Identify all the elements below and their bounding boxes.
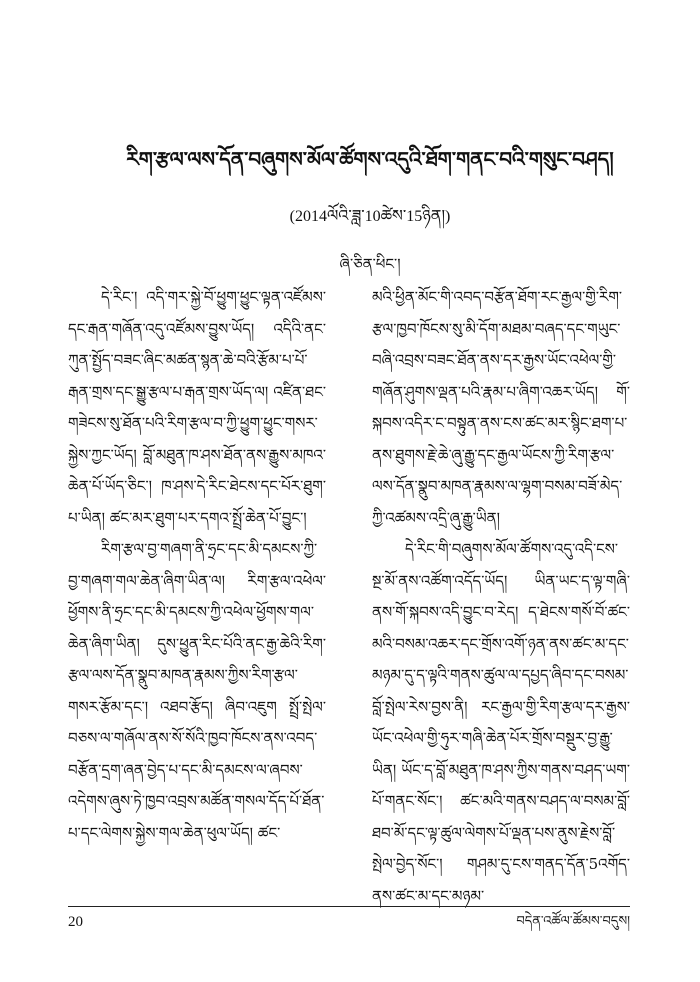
footer-rule <box>68 906 630 907</box>
body-column-right <box>372 282 630 905</box>
paragraph: དེ་རིང་། འདི་གར་སྐྱེ་བོ་ཕྱུག་ཕྱུང་ལྟན་འཛོམས་དང་རྒན་གཞོན་འདུ་འཛོམས་བྱུས་ཡོད། འདིའི་ནང་ཀུན་སྤྱོད་བཟང་ཞིང་མཚན་སྙན་ཆེ་བའི་རྩོམ་པ་པོ་རྒན་གྲས་དང་སྒྱུ་རྩལ་པ་རྒན་གྲས་ཡོད་ལ། འཛིན་ཐང་གཟེངས་སུ་ཐོན་པའི་རིག་རྩལ་བ་ཀྱི་ཕྱུག་ཕྱུང་གསར་སྐྱེས་ཀྱང་ཡོད། བློ་མཐུན་ཁ་ཤས་ཐོན་ནས་རྒྱུས་མཁའ་ཆེན་པོ་ཡོད་ཅིང་། ཁ་ཤས་དེ་རིང་ཐེངས་དང་པོར་ཐུག་པ་ཡིན། ཚང་མར་ཐུག་པར་དགའ་སྤྲོ་ཆེན་པོ་བྱུང་། <box>68 288 326 527</box>
paragraph: རིག་རྩལ་བྱ་གཞག་ནི་ཧྲང་དང་མི་དམངས་ཀྱི་བྱ་གཞག་གལ་ཆེན་ཞིག་ཡིན་ལ། རིག་རྩལ་འཕེལ་ཕྱོགས་ནི་ཧྲང་དང་མི་དམངས་ཀྱི་འཕེལ་ཕྱོགས་གལ་ཆེན་ཞིག་ཡིན། དུས་ཕྱུན་རིང་པོའི་ནང་རྒྱ་ཆེའི་རིག་རྩལ་ལས་དོན་སྣུབ་མཁན་རྣམས་ཀྱིས་རིག་རྩལ་གསར་རྩོམ་དང་། འཐབ་རྩོད། ཞིབ་འཇུག སྤྲོ་སྤེལ་བཅས་ལ་གཞོལ་ནས་སོ་སོའི་ཁྱབ་ཁོངས་ནས་འབད་བརྩོན་དྲག་ཞན་བྱེད་པ་དང་མི་དམངས་ལ་ཞབས་འདེགས་ཞུས་ཏེ་ཁྱབ་འབྲས་མཚོན་གསལ་དོད་པོ་ཐོན་པ་དང་ལེགས་སྐྱེས་གལ་ཆེན་ཕུལ་ཡོད། ཚང་ <box>68 540 326 842</box>
body-column-left <box>68 282 326 882</box>
article-author: ཞི་ཅིན་ཕིང་། <box>339 255 401 273</box>
page-number: 20 <box>68 914 83 930</box>
article-title: རིག་རྩལ་ལས་དོན་བཞུགས་མོལ་ཚོགས་འདུའི་ཐོག་གནང་བའི་གསུང་བཤད། <box>126 147 614 171</box>
paragraph: མའི་ཕྱིན་མོང་གི་འབད་བརྩོན་ཐོག་རང་རྒྱལ་གྱི་རིག་རྩལ་ཁྱབ་ཁོངས་སུ་མི་དོག་མཐམ་བཞད་དང་གཡུང་བཞི་འབྲས་བཟང་ཐོན་ནས་དར་རྒྱས་ཡོང་འཕེལ་གྱི་གཞོན་ཤུགས་ལྡན་པའི་རྣམ་པ་ཞིག་འཆར་ཡོད། གོ་སྐབས་འདིར་ང་བསྟུན་ནས་ངས་ཚང་མར་སྙིང་ཐག་པ་ནས་ཐུགས་རྗེ་ཆེ་ཞུ་རྒྱུ་དང་རྒྱལ་ཡོངས་ཀྱི་རིག་རྩལ་ལས་དོན་སྣུབ་མཁན་རྣམས་ལ་ལྷག་བསམ་བཟོ་མེད་ཀྱི་འཚམས་འདྲི་ཞུ་རྒྱུ་ཡིན། <box>372 288 630 527</box>
article-date: (2014ལོའི་ཟླ་10ཚེས་15ཉིན།) <box>289 208 451 225</box>
paragraph: དེ་རིང་གི་བཞུགས་མོལ་ཚོགས་འདུ་འདི་ངས་སྔ་མོ་ནས་འཚོག་འདོད་ཡོད། ཡིན་ཡང་ད་ལྟ་གཞི་ནས་གོ་སྐབས་འདི་བྱུང་བ་རེད། ད་ཐེངས་གསོ་བོ་ཚང་མའི་བསམ་འཆར་དང་གྲོས་འགོ་ཉན་ནས་ཚང་མ་དང་མཉམ་དུ་ད་ལྟའི་གནས་ཚུལ་ལ་དཔྱད་ཞིབ་དང་བསམ་བློ་སྤེལ་རེས་བྱས་ནི། རང་རྒྱལ་གྱི་རིག་རྩལ་དར་རྒྱས་ཡོང་འཕེལ་གྱི་ཧུར་གཞི་ཆེན་པོར་གྲོས་བསྡུར་བྱ་རྒྱུ་ཡིན། ཡོང་ད་བློ་མཐུན་ཁ་ཤས་ཀྱིས་གནས་བཤད་ཡག་པོ་གནང་སོང་། ཚང་མའི་གནས་བཤད་ལ་བསམ་བློ་ཐབ་མོ་དང་ལྟ་ཚུལ་ལེགས་པོ་ལྡན་པས་ནུས་རྗེས་བློ་སྤེལ་བྱེད་སོང་། གཤམ་དུ་ངས་གནད་དོན་5འགོད་ནས་ཚང་མ་དང་མཉམ་ <box>372 540 630 905</box>
journal-name: བདེན་འཚོལ་ཚོམས་བདུས། <box>516 914 630 929</box>
